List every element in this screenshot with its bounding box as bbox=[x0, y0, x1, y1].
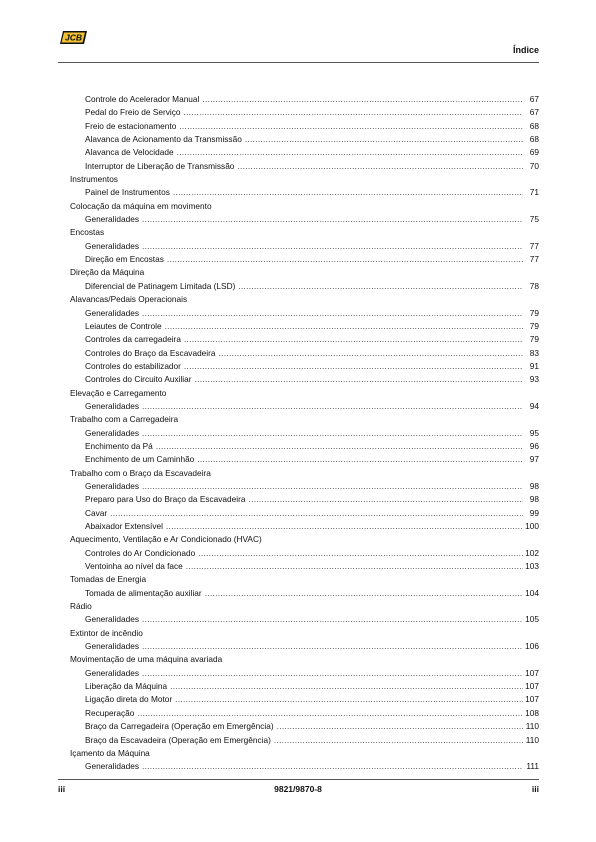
toc-dot-leader bbox=[195, 373, 523, 386]
toc-dot-leader bbox=[183, 106, 523, 119]
toc-entry-title: Controle do Acelerador Manual bbox=[85, 94, 200, 104]
toc-dot-leader bbox=[202, 93, 523, 106]
toc-entry-page-number: 98 bbox=[529, 494, 539, 505]
toc-section-heading: Encostas bbox=[70, 227, 105, 238]
toc-entry-page-number: 91 bbox=[529, 360, 539, 371]
toc-dot-leader bbox=[277, 720, 523, 733]
toc-entry-title: Braço da Carregadeira (Operação em Emergência) bbox=[85, 721, 274, 732]
toc-entry-title: Alavanca de Velocidade bbox=[85, 147, 174, 158]
toc-entry[interactable] bbox=[70, 493, 539, 506]
toc-dot-leader bbox=[205, 587, 523, 600]
toc-entry[interactable] bbox=[70, 373, 539, 386]
toc-entry-page-number: 93 bbox=[529, 374, 539, 385]
toc-entry-title: Controles do Ar Condicionado bbox=[85, 547, 196, 558]
toc-entry[interactable] bbox=[70, 520, 539, 533]
toc-entry[interactable] bbox=[70, 240, 539, 253]
toc-entry[interactable] bbox=[70, 640, 539, 653]
toc-entry[interactable] bbox=[70, 213, 539, 226]
toc-entry[interactable] bbox=[70, 120, 539, 133]
toc-entry-page-number: 77 bbox=[529, 254, 539, 265]
toc-entry-page-number: 78 bbox=[529, 280, 539, 291]
toc-section-heading: Aquecimento, Ventilação e Ar Condicionado (HVAC) bbox=[70, 534, 262, 545]
toc-dot-leader bbox=[142, 613, 523, 626]
toc-entry[interactable] bbox=[70, 680, 539, 693]
toc-entry-title: Ligação direta do Motor bbox=[85, 694, 173, 705]
toc-entry-page-number: 106 bbox=[525, 641, 539, 652]
toc-dot-leader bbox=[142, 640, 523, 653]
toc-entry[interactable] bbox=[70, 707, 539, 720]
toc-entry-title: Generalidades bbox=[85, 214, 139, 225]
toc-entry-page-number: 71 bbox=[529, 187, 539, 198]
toc-entry-title: Generalidades bbox=[85, 641, 139, 652]
toc-entry-title: Alavanca de Acionamento da Transmissão bbox=[85, 134, 242, 145]
toc-dot-leader bbox=[142, 400, 523, 413]
toc-entry-title: Generalidades bbox=[85, 400, 139, 411]
toc-entry[interactable] bbox=[70, 93, 539, 106]
toc-entry[interactable] bbox=[70, 133, 539, 146]
toc-section-heading: Elevação e Carregamento bbox=[70, 387, 167, 398]
toc-entry-page-number: 107 bbox=[525, 681, 539, 692]
toc-entry[interactable] bbox=[70, 440, 539, 453]
toc-entry-title: Enchimento da Pá bbox=[85, 440, 153, 451]
toc-entry-title: Freio de estacionamento bbox=[85, 120, 177, 131]
toc-dot-leader bbox=[186, 560, 523, 573]
footer-document-code: 9821/9870-8 bbox=[274, 784, 322, 794]
toc-entry[interactable] bbox=[70, 547, 539, 560]
toc-entry-title: Interruptor de Liberação de Transmissão bbox=[85, 160, 235, 171]
toc-dot-leader bbox=[137, 707, 523, 720]
toc-dot-leader bbox=[175, 693, 523, 706]
toc-entry-title: Generalidades bbox=[85, 240, 139, 251]
toc-dot-leader bbox=[173, 186, 523, 199]
toc-entry[interactable] bbox=[70, 333, 539, 346]
toc-entry-title: Braço da Escavadeira (Operação em Emergência) bbox=[85, 734, 271, 745]
toc-entry-page-number: 68 bbox=[529, 134, 539, 145]
toc-entry-page-number: 79 bbox=[529, 320, 539, 331]
footer-page-right: iii bbox=[531, 784, 539, 794]
toc-entry[interactable] bbox=[70, 347, 539, 360]
toc-section-heading: Tomadas de Energia bbox=[70, 574, 147, 585]
page-header-title: Índice bbox=[512, 45, 539, 55]
toc-entry[interactable] bbox=[70, 587, 539, 600]
toc-entry-title: Generalidades bbox=[85, 307, 139, 318]
toc-dot-leader bbox=[179, 120, 523, 133]
toc-section-heading: Colocação da máquina em movimento bbox=[70, 200, 212, 211]
toc-dot-leader bbox=[156, 440, 523, 453]
toc-entry[interactable] bbox=[70, 453, 539, 466]
toc-dot-leader bbox=[197, 453, 523, 466]
toc-entry-title: Controles do Braço da Escavadeira bbox=[85, 347, 216, 358]
toc-section-heading: Trabalho com a Carregadeira bbox=[70, 414, 179, 425]
toc-entry-title: Controles do estabilizador bbox=[85, 360, 181, 371]
toc-entry-page-number: 79 bbox=[529, 307, 539, 318]
toc-entry-page-number: 111 bbox=[526, 761, 539, 772]
toc-entry[interactable] bbox=[70, 186, 539, 199]
toc-entry-page-number: 83 bbox=[529, 347, 539, 358]
toc-entry-page-number: 110 bbox=[525, 734, 539, 745]
toc-entry-title: Leiautes de Controle bbox=[85, 320, 162, 331]
toc-dot-leader bbox=[142, 667, 523, 680]
toc-entry[interactable] bbox=[70, 400, 539, 413]
toc-entry-page-number: 96 bbox=[529, 440, 539, 451]
toc-dot-leader bbox=[166, 520, 523, 533]
toc-dot-leader bbox=[237, 160, 523, 173]
toc-entry-title: Generalidades bbox=[85, 614, 139, 625]
toc-entry-title: Ventoinha ao nível da face bbox=[85, 561, 183, 572]
toc-entry-title: Controles da carregadeira bbox=[85, 334, 181, 345]
toc-entry[interactable] bbox=[70, 613, 539, 626]
toc-section-heading: Trabalho com o Braço da Escavadeira bbox=[70, 467, 211, 478]
toc-entry[interactable] bbox=[70, 667, 539, 680]
toc-dot-leader bbox=[142, 240, 523, 253]
toc-dot-leader bbox=[142, 213, 523, 226]
toc-dot-leader bbox=[142, 307, 523, 320]
toc-entry-page-number: 79 bbox=[529, 334, 539, 345]
toc-dot-leader bbox=[198, 547, 523, 560]
toc-dot-leader bbox=[184, 333, 523, 346]
toc-entry-page-number: 75 bbox=[529, 214, 539, 225]
toc-entry-page-number: 105 bbox=[525, 614, 539, 625]
toc-entry-page-number: 107 bbox=[525, 694, 539, 705]
toc-entry-page-number: 67 bbox=[529, 94, 539, 104]
toc-entry-title: Recuperação bbox=[85, 707, 135, 718]
table-of-contents bbox=[70, 93, 539, 774]
toc-section-heading: Extintor de incêndio bbox=[70, 627, 143, 638]
toc-entry-page-number: 95 bbox=[529, 427, 539, 438]
toc-entry-title: Preparo para Uso do Braço da Escavadeira bbox=[85, 494, 246, 505]
toc-entry[interactable] bbox=[70, 106, 539, 119]
toc-entry[interactable] bbox=[70, 360, 539, 373]
toc-entry[interactable] bbox=[70, 320, 539, 333]
toc-entry-title: Generalidades bbox=[85, 480, 139, 491]
toc-dot-leader bbox=[165, 320, 523, 333]
footer-page-left: iii bbox=[58, 784, 66, 794]
toc-entry-title: Cavar bbox=[85, 507, 108, 518]
toc-entry-page-number: 70 bbox=[529, 160, 539, 171]
toc-entry[interactable] bbox=[70, 507, 539, 520]
toc-entry-page-number: 67 bbox=[529, 107, 539, 118]
toc-entry-title: Generalidades bbox=[85, 667, 139, 678]
toc-entry-page-number: 108 bbox=[525, 707, 539, 718]
toc-entry-page-number: 99 bbox=[529, 507, 539, 518]
toc-entry-page-number: 110 bbox=[525, 721, 539, 732]
header-divider bbox=[58, 62, 539, 63]
toc-dot-leader bbox=[245, 133, 523, 146]
toc-dot-leader bbox=[142, 480, 523, 493]
toc-entry-page-number: 107 bbox=[525, 667, 539, 678]
toc-entry-title: Painel de Instrumentos bbox=[85, 187, 170, 198]
toc-entry[interactable] bbox=[70, 146, 539, 159]
toc-entry-page-number: 68 bbox=[529, 120, 539, 131]
toc-entry[interactable] bbox=[70, 480, 539, 493]
jcb-logo bbox=[58, 30, 88, 45]
toc-dot-leader bbox=[177, 146, 523, 159]
toc-section-heading: Içamento da Máquina bbox=[70, 747, 150, 758]
toc-entry-page-number: 77 bbox=[529, 240, 539, 251]
toc-dot-leader bbox=[170, 680, 523, 693]
toc-entry[interactable] bbox=[70, 734, 539, 747]
toc-entry[interactable] bbox=[70, 253, 539, 266]
toc-entry-title: Tomada de alimentação auxiliar bbox=[85, 587, 202, 598]
toc-entry-title: Diferencial de Patinagem Limitada (LSD) bbox=[85, 280, 236, 291]
toc-entry-page-number: 69 bbox=[529, 147, 539, 158]
toc-dot-leader bbox=[238, 280, 523, 293]
toc-entry[interactable] bbox=[70, 427, 539, 440]
toc-entry[interactable] bbox=[70, 693, 539, 706]
toc-dot-leader bbox=[274, 734, 523, 747]
toc-entry[interactable] bbox=[70, 307, 539, 320]
toc-dot-leader bbox=[249, 493, 524, 506]
toc-entry-page-number: 100 bbox=[525, 521, 539, 531]
logo-text: JCB bbox=[64, 32, 83, 43]
toc-section-heading: Movimentação de uma máquina avariada bbox=[70, 654, 223, 665]
toc-section-heading: Rádio bbox=[70, 601, 92, 612]
toc-entry-title: Generalidades bbox=[85, 427, 139, 438]
toc-entry[interactable] bbox=[70, 160, 539, 173]
toc-entry-title: Enchimento de um Caminhão bbox=[85, 454, 195, 465]
footer-divider bbox=[58, 779, 539, 780]
toc-entry-title: Generalidades bbox=[85, 761, 139, 772]
toc-entry[interactable] bbox=[70, 560, 539, 573]
toc-entry-page-number: 98 bbox=[529, 480, 539, 491]
toc-dot-leader bbox=[142, 427, 523, 440]
toc-entry[interactable] bbox=[70, 720, 539, 733]
toc-dot-leader bbox=[110, 507, 523, 520]
toc-entry-page-number: 97 bbox=[529, 454, 539, 465]
toc-entry[interactable] bbox=[70, 280, 539, 293]
toc-entry-title: Pedal do Freio de Serviço bbox=[85, 107, 181, 118]
toc-section-heading: Instrumentos bbox=[70, 174, 118, 185]
toc-dot-leader bbox=[219, 347, 523, 360]
toc-entry-title: Abaixador Extensível bbox=[85, 521, 163, 531]
toc-section-heading: Direção da Máquina bbox=[70, 267, 145, 278]
toc-entry-page-number: 103 bbox=[525, 561, 539, 572]
toc-entry-page-number: 104 bbox=[525, 587, 539, 598]
toc-section-heading: Alavancas/Pedais Operacionais bbox=[70, 294, 188, 305]
toc-dot-leader bbox=[167, 253, 523, 266]
toc-entry-page-number: 102 bbox=[525, 547, 539, 558]
toc-entry[interactable] bbox=[70, 760, 539, 773]
toc-dot-leader bbox=[184, 360, 523, 373]
toc-entry-title: Liberação da Máquina bbox=[85, 681, 168, 692]
toc-entry-title: Direção em Encostas bbox=[85, 254, 164, 265]
toc-entry-page-number: 94 bbox=[529, 400, 539, 411]
toc-entry-title: Controles do Circuito Auxiliar bbox=[85, 374, 192, 385]
toc-dot-leader bbox=[142, 760, 523, 773]
